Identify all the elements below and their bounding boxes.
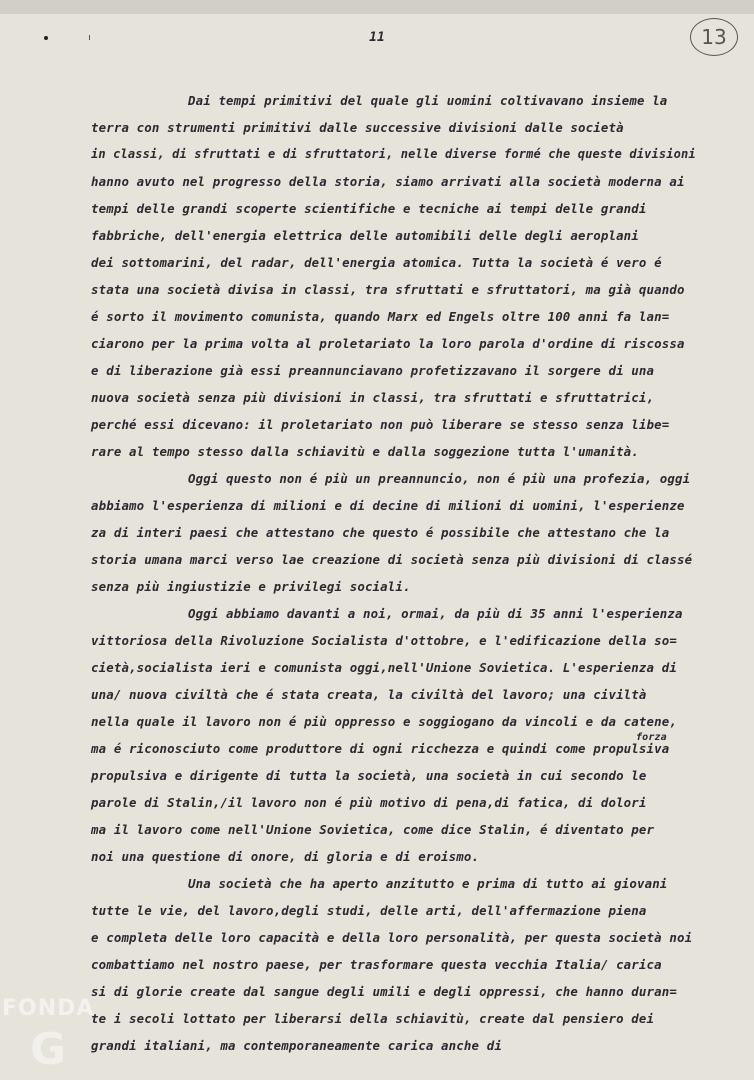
text-line: parole di Stalin,/il lavoro non é più motivo di pena,di fatica, di dolori (91, 795, 647, 810)
text-line: propulsiva e dirigente di tutta la società, una società in cui secondo le (91, 768, 647, 783)
text-line: perché essi dicevano: il proletariato non può liberare se stesso senza libe= (91, 417, 670, 432)
text-line: Dai tempi primitivi del quale gli uomini coltivavano insieme la (188, 93, 668, 108)
watermark-text: FONDA (2, 996, 95, 1021)
text-line: hanno avuto nel progresso della storia, siamo arrivati alla società moderna ai (91, 174, 685, 189)
text-line: senza più ingiustizie e privilegi sociali. (91, 579, 411, 594)
page-number: 11 (369, 30, 385, 45)
text-line: za di interi paesi che attestano che questo é possibile che attestano che la (91, 525, 670, 540)
text-line: terra con strumenti primitivi dalle successive divisioni dalle società (91, 120, 624, 135)
text-line: ma il lavoro come nell'Unione Sovietica, come dice Stalin, é diventato per (91, 822, 655, 837)
text-line: ma é riconosciuto come produttore di ogni ricchezza e quindi come propulsiva (91, 741, 670, 756)
text-line: storia umana marci verso lae creazione di società senza più divisioni di classé (91, 552, 693, 567)
text-line: grandi italiani, ma contemporaneamente carica anche di (91, 1038, 502, 1053)
text-line: si di glorie create dal sangue degli umili e degli oppressi, che hanno duran= (91, 984, 677, 999)
text-line: dei sottomarini, del radar, dell'energia atomica. Tutta la società é vero é (91, 255, 662, 270)
text-line: nuova società senza più divisioni in classi, tra sfruttati e sfruttatrici, (91, 390, 655, 405)
text-line: cietà,socialista ieri e comunista oggi,nell'Unione Sovietica. L'esperienza di (91, 660, 677, 675)
text-line: combattiamo nel nostro paese, per trasformare questa vecchia Italia/ carica (91, 957, 662, 972)
scan-top-edge (0, 0, 754, 14)
text-line: abbiamo l'esperienza di milioni e di decine di milioni di uomini, l'esperienze (91, 498, 685, 513)
text-line: noi una questione di onore, di gloria e di eroismo. (91, 849, 480, 864)
text-line: é sorto il movimento comunista, quando Marx ed Engels oltre 100 anni fa lan= (91, 309, 670, 324)
annotation-forza: forza (636, 732, 667, 743)
folio-number: 13 (690, 18, 738, 56)
text-line: fabbriche, dell'energia elettrica delle automibili delle degli aeroplani (91, 228, 639, 243)
text-line: tempi delle grandi scoperte scientifiche e tecniche ai tempi delle grandi (91, 201, 647, 216)
watermark-logo: G (30, 1024, 67, 1075)
text-line: te i secoli lottato per liberarsi della schiavitù, create dal pensiero dei (91, 1011, 655, 1026)
text-line: e completa delle loro capacità e della loro personalità, per questa società noi (91, 930, 693, 945)
text-line: tutte le vie, del lavoro,degli studi, delle arti, dell'affermazione piena (91, 903, 647, 918)
text-line: Una società che ha aperto anzitutto e prima di tutto ai giovani (188, 876, 668, 891)
text-line: una/ nuova civiltà che é stata creata, la civiltà del lavoro; una civiltà (91, 687, 647, 702)
text-line: nella quale il lavoro non é più oppresso e soggiogano da vincoli e da catene, (91, 714, 677, 729)
text-line: e di liberazione già essi preannunciavano profetizzavano il sorgere di una (91, 363, 655, 378)
text-line: in classi, di sfruttati e di sfruttatori, nelle diverse formé che queste divisioni (91, 147, 696, 161)
text-line: rare al tempo stesso dalla schiavitù e dalla soggezione tutta l'umanità. (91, 444, 639, 459)
text-line: Oggi questo non é più un preannuncio, non é più una profezia, oggi (188, 471, 691, 486)
text-line: ciarono per la prima volta al proletariato la loro parola d'ordine di riscossa (91, 336, 685, 351)
text-line: vittoriosa della Rivoluzione Socialista d'ottobre, e l'edificazione della so= (91, 633, 677, 648)
text-line: Oggi abbiamo davanti a noi, ormai, da più di 35 anni l'esperienza (188, 606, 683, 621)
text-line: stata una società divisa in classi, tra sfruttati e sfruttatori, ma già quando (91, 282, 685, 297)
